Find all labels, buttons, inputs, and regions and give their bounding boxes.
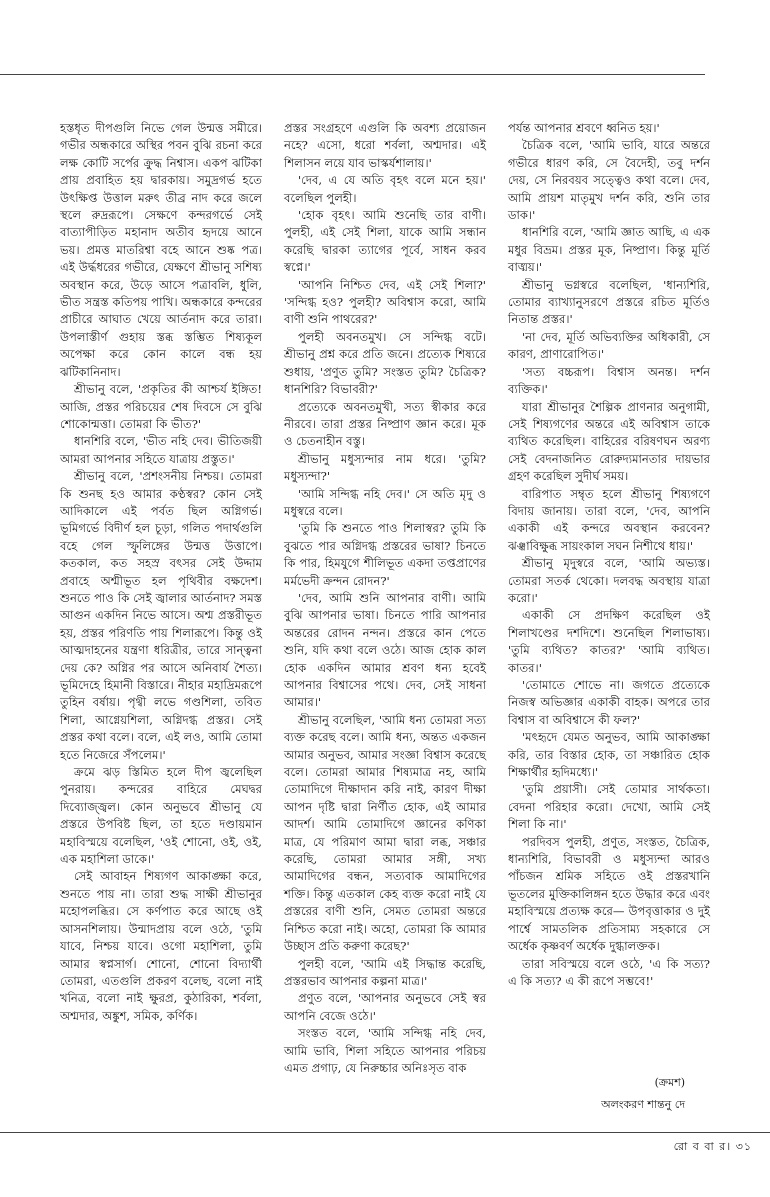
paragraph: ধানশিরি বলে, 'ভীত নহি দেব। ভীতিজয়ী আমরা আপনার সহিতে যাত্রায় প্রস্তুত।' xyxy=(60,434,262,466)
paragraph: 'আমি সন্দিগ্ধ নহি দেব।' সে অতি মৃদু ও মধুস্বরে বলে। xyxy=(284,486,486,518)
paragraph: পুলহী অবনতমুখ। সে সন্দিগ্ধ বটে। শ্রীভানু প্রশ্ন করে প্রতি জনে। প্রত্যেক শিষ্যরে শুধায়, 'প্রণুত তুমি? সংস্তত তুমি? চৈত্রিক? ধানশিরি? বিভাবরী?' xyxy=(284,329,486,397)
paragraph: সেই আবাহন শিষ্যগণ আকাঙ্ক্ষা করে, শুনতে পায় না। তারা শুদ্ধ সাক্ষী শ্রীভানুর মহোপলব্ধির। সে কর্ণপাত করে আছে ওই আসনশিলায়। উন্মাদপ্রায় বলে ওঠে, 'তুমি যাবে, নিশ্চয় যাবে। ওগো মহাশিলা, তুমি আমার স্বপ্নসার্গ। শোনো, শোনো বিদ্যার্থী তোমরা, এতগুলি প্রকরণ বলেছ, বলো নাই খনিত্র, বলো নাই ক্ষুরপ্র, কুঠারিকা, শর্বলা, অশ্মদার, অঙ্কুশ, সমিক, কর্ণিক। xyxy=(60,869,262,1023)
column-3 xyxy=(508,120,710,1055)
paragraph: 'তোমাতে শোভে না। জগতে প্রত্যেকে নিজস্ব অভিজ্ঞার একাকী বাহক। অপরে তার বিশ্বাস বা অবিশ্বাসে কী ফল?' xyxy=(508,678,710,727)
paragraph: হস্তধৃত দীপগুলি নিভে গেল উন্মত্ত সমীরে। গভীর অন্ধকারে অস্থির পবন বুঝি রচনা করে লক্ষ কোটি সর্পের ক্রুদ্ধ নিশ্বাস। একপ ঝটিকা প্রায় প্রবাহিত হয় দ্বারকায়। সমুদ্রগর্ভ হতে উৎক্ষিপ্ত উত্তাল মরুৎ তীব্র নাদ করে জলে স্থলে রুদ্ররূপে। সেক্ষণে কন্দরগর্ভে সেই বাত্যাপীড়িত মহানাদ অতীব হৃদয়ে আনে ভয়। প্রমত্ত মাতরিশ্বা বহে আনে শুষ্ক পত্র। এই উর্দ্ধধরের গভীরে, যেক্ষণে শ্রীভানু সশিষ্য অবস্থান করে, উড়ে আসে পত্রাবলি, ধুলি, ভীত সন্ত্রস্ত কতিপয় পাখি। অন্ধকারে কন্দরের প্রাচীরে আঘাত খেয়ে আর্তনাদ করে তারা। উপলাস্তীর্ণ গুহায় স্তব্ধ স্তম্ভিত শিষ্যকূল অপেক্ষা করে কোন কালে বন্ধ হয় ঝটিকানিনাদ। xyxy=(60,121,262,379)
paragraph: একাকী সে প্রদক্ষিণ করেছিল ওই শিলাখণ্ডের দশদিশে। শুনেছিল শিলাভাষ্য। 'তুমি ব্যথিত? কাতর?' 'আমি ব্যথিত। কাতর।' xyxy=(508,608,710,675)
paragraph: পর্যন্ত আপনার শ্রবণে ধ্বনিত হয়।' xyxy=(508,121,660,135)
paragraph: শ্রীভানু ভগ্নস্বরে বলেছিল, 'ধান্যশিরি, তোমার ব্যাখ্যানুসরণে প্রস্তরে রচিত মূর্তিও নিতান্ত প্রস্তর।' xyxy=(508,277,710,327)
paragraph: সংস্তত বলে, 'আমি সন্দিগ্ধ নহি দেব, আমি ভাবি, শিলা সহিতে আপনার পরিচয় এমত প্রগাঢ়, যে নিরুচ্চার অনিঃসৃত বাক xyxy=(284,1026,486,1075)
paragraph: 'তুমি প্রয়াসী। সেই তোমার সার্থকতা। বেদনা পরিহার করো। দেখো, আমি সেই শিলা কি না।' xyxy=(508,782,710,832)
paragraph: শ্রীভানু মৃদুস্বরে বলে, 'আমি অভ্যস্ত। তোমরা সতর্ক থেকো। দলবদ্ধ অবস্থায় যাত্রা করো।' xyxy=(508,556,710,605)
column-2 xyxy=(284,120,486,1075)
top-rule xyxy=(0,74,705,75)
paragraph: শ্রীভানু বলে, 'প্রশংসনীয় নিশ্চয়। তোমরা কি শুনছ হও আমার কণ্ঠস্বর? কোন সেই আদিকালে এই পর্বত ছিল অগ্নিগর্ভ। ভূমিগর্ভে বিদীর্ণ হল চূড়া, গলিত পদার্থগুলি বহে গেল স্ফুলিঙ্গের উন্মত্ত উত্তাপে। কতকাল, কত সহস্র বৎসর সেই উদ্দাম প্রবাহে অশ্মীভূত হল পৃথিবীর বক্ষদেশ। শুনতে পাও কি সেই জ্বালার আর্তনাদ? সমস্ত আগুন একদিন নিভে আসে। অশ্ম প্রস্তরীভূত হয়, প্রস্তর পরিণতি পায় শিলারূপে। কিন্তু ওই আত্মদাহনের যন্ত্রণা ধরিত্রীর, তারে সান্ত্বনা দেয় কে? অগ্নির পর আসে অনিবার্য শৈত্য। ভূমিদেহে হিমানী বিস্তারে। নীহার মহাদ্রিমরূপে তুহিন বর্ষায়। পৃথ্বী লভে গণ্ডশিলা, তবিত শিলা, আগ্নেয়শিলা, অগ্নিদগ্ধ প্রস্তর। সেই প্রস্তর কথা বলে। বলে, এই লও, আমি তোমা হতে নিজেরে সঁপলেম।' xyxy=(60,469,262,762)
paragraph: 'দেব, আমি শুনি আপনার বাণী। আমি বুঝি আপনার ভাষা। চিনতে পারি আপনার অন্তরের রোদন নন্দন। প্রস্তরে কান পেতে শুনি, যদি কথা বলে ওঠে। আজ হোক কাল হোক একদিন আমার শ্রবণ ধন্য হবেই আপনার বিশ্বাসের পথে। দেব, সেই সাধনা আমার।' xyxy=(284,590,486,710)
paragraph: 'তুমি কি শুনতে পাও শিলাস্বর? তুমি কি বুঝতে পার অগ্নিদগ্ধ প্রস্তরের ভাষা? চিনতে কি পার, হিমযুগে শীলিভূত একদা তপ্তপ্রাণের মর্মভেদী ক্রন্দন রোদন?' xyxy=(284,521,486,588)
illustration-credit: অলংকরণ শান্তনু দে xyxy=(601,1098,685,1111)
paragraph: শ্রীভানু বলেছিল, 'আমি ধন্য তোমরা সত্য ব্যক্ত করেছ বলে। আমি ধন্য, অন্তত একজন আমার অনুভব, আমার সংজ্ঞা বিশ্বাস করেছে বলে। তোমরা আমার শিষ্যমাত্র নহ, আমি তোমাদিগে দীক্ষাদান করি নাই, কারণ দীক্ষা আপন দৃষ্টি দ্বারা নির্ণীত হোক, এই আমার আদর্শ। আমি তোমাদিগে জ্ঞানের কণিকা মাত্র, যে পরিমাণ আমা দ্বারা লব্ধ, সঞ্চার করেছি, তোমরা আমার সঙ্গী, সখ্য আমাদিগের বন্ধন, সত্যবাক আমাদিগের শক্তি। কিন্তু এতকাল কেহ ব্যক্ত করো নাই যে প্রস্তরের বাণী শুনি, সেমত তোমরা অন্তরে নিশ্চিত করো নাই। অহো, তোমরা কি আমার উচ্ছাস প্রতি করুণা করেছ?' xyxy=(284,712,486,954)
paragraph: প্রস্তর সংগ্রহণে এগুলি কি অবশ্য প্রয়োজন নহে? এসো, ধরো শর্বলা, অশ্মদার। এই শিলাসন লয়ে যাব ভাস্কর্যশালায়।' xyxy=(284,121,486,170)
paragraph: প্রণুত বলে, 'আপনার অনুভবে সেই স্বর আপনি বেজে ওঠে।' xyxy=(284,991,486,1023)
paragraph: তারা সবিস্ময়ে বলে ওঠে, 'এ কি সত্য? এ কি সত্য? এ কী রূপে সম্ভবে!' xyxy=(508,956,710,988)
paragraph: যারা শ্রীভানুর শৈল্পিক প্রাণনার অনুগামী, সেই শিষ্যগণের অন্তরে এই অবিশ্বাস তাকে ব্যথিত করেছিল। বাহিরের বরিষণঘন অরণ্য সেই বেদনাজনিত রোরুদ্যমানতার দায়ভার গ্রহণ করেছিল সুদীর্ঘ সময়। xyxy=(508,399,710,484)
paragraph: 'সত্য বচ্চরূপ। বিশ্বাস অনন্ত। দর্শন ব্যক্তিক।' xyxy=(508,364,710,397)
paragraph: শ্রীভানু বলে, 'প্রকৃতির কী আশ্চর্য ইঙ্গিত! আজি, প্রস্তর পরিচয়ের শেষ দিবসে সে বুঝি শোকোন্মত্তা। তোমরা কি ভীত?' xyxy=(60,382,262,431)
paragraph: শ্রীভানু মধুস্যন্দার নাম ধরে। 'তুমি? মধুস্যন্দা?' xyxy=(284,451,486,484)
paragraph: 'না দেব, মূর্তি অভিব্যক্তির অধিকারী, সে কারণ, প্রাণারোপিত।' xyxy=(508,329,710,362)
article-body xyxy=(60,120,710,1075)
paragraph: 'দেব, এ যে অতি বৃহৎ বলে মনে হয়।' বলেছিল পুলহী। xyxy=(284,173,486,205)
paragraph: 'মৎহৃদে যেমত অনুভব, আমি আকাঙ্ক্ষা করি, তার বিস্তার হোক, তা সঞ্চারিত হোক শিক্ষার্থীর হৃদিমধ্যে।' xyxy=(508,730,710,780)
page-folio: রো ব বা র। ৩১ xyxy=(673,1140,752,1153)
paragraph: বারিপাত সম্বৃত হলে শ্রীভানু শিষ্যগণে বিদায় জানায়। তারা বলে, 'দেব, আপনি একাকী এই কন্দরে অবস্থান করবেন? ঝঞ্ঝাবিক্ষুব্ধ সায়ংকাল সঘন নিশীথে ধায়।' xyxy=(508,486,710,553)
paragraph: ক্রমে ঝড় স্তিমিত হলে দীপ জ্বলেছিল পুনরায়। কন্দরের বাহিরে মেঘদ্বর দিব্যোজ্জ্বল। কোন অনুভবে শ্রীভানু যে প্রস্তরে উপবিষ্ট ছিল, তা হতে দণ্ডায়মান মহাবিস্ময়ে বলেছিল, 'ওই শোনো, ওই, ওই, এক মহাশিলা ডাকে।' xyxy=(60,765,262,867)
credit-block xyxy=(601,1072,685,1116)
paragraph: প্রত্যেকে অবনতমুখী, সত্য স্বীকার করে নীরবে। তারা প্রস্তর নিষ্প্রাণ জ্ঞান করে। মূক ও চেতনাহীন বস্তু। xyxy=(284,399,486,449)
paragraph: 'আপনি নিশ্চিত দেব, এই সেই শিলা?' 'সন্দিগ্ধ হও? পুলহী? অবিশ্বাস করো, আমি বাণী শুনি পাথরের?' xyxy=(284,277,486,327)
to-be-continued-note: (ক্রমশ) xyxy=(654,1076,685,1089)
bottom-rule xyxy=(0,1132,770,1133)
column-1 xyxy=(60,120,262,1055)
paragraph: পরদিবস পুলহী, প্রণুত, সংস্তত, চৈত্রিক, ধান্যশিরি, বিভাবরী ও মধুস্যন্দা আরও পাঁচজন শ্রমিক সহিতে ওই প্রস্তরখানি ভূতলের মুক্তিকালিঙ্গন হতে উদ্ধার করে এবং মহাবিস্ময়ে প্রত্যক্ষ করে— উপবৃত্তাকার ও দুই পার্শ্বে সামতলিক প্রতিসাম্য সহকারে সে অর্ধেক কৃষ্ণবর্ণ অর্ধেক দুগ্ধালক্তক। xyxy=(508,834,710,954)
paragraph: 'হোক বৃহৎ। আমি শুনেছি তার বাণী। পুলহী, এই সেই শিলা, যাকে আমি সন্ধান করেছি দ্বারকা ত্যাগের পূর্বে, সাধন করব স্বপ্নে।' xyxy=(284,208,486,275)
paragraph: পুলহী বলে, 'আমি এই সিদ্ধান্ত করেছি, প্রস্তরভাব আপনার কল্পনা মাত্র।' xyxy=(284,956,486,988)
paragraph: ধানশিরি বলে, 'আমি জ্ঞাত আছি, এ এক মধুর বিভ্রম। প্রস্তর মূক, নিষ্প্রাণ। কিন্তু মূর্তি বাঙ্ময়।' xyxy=(508,225,710,275)
paragraph: চৈত্রিক বলে, 'আমি ভাবি, যারে অন্তরে গভীরে ধারণ করি, সে বৈদেহী, তবু দর্শন দেয়, সে নিরবয়ব সত্ত্বেও কথা বলে। দেব, আমি প্রায়শ মাতৃমুখ দর্শন করি, শুনি তার ডাক।' xyxy=(508,138,710,223)
